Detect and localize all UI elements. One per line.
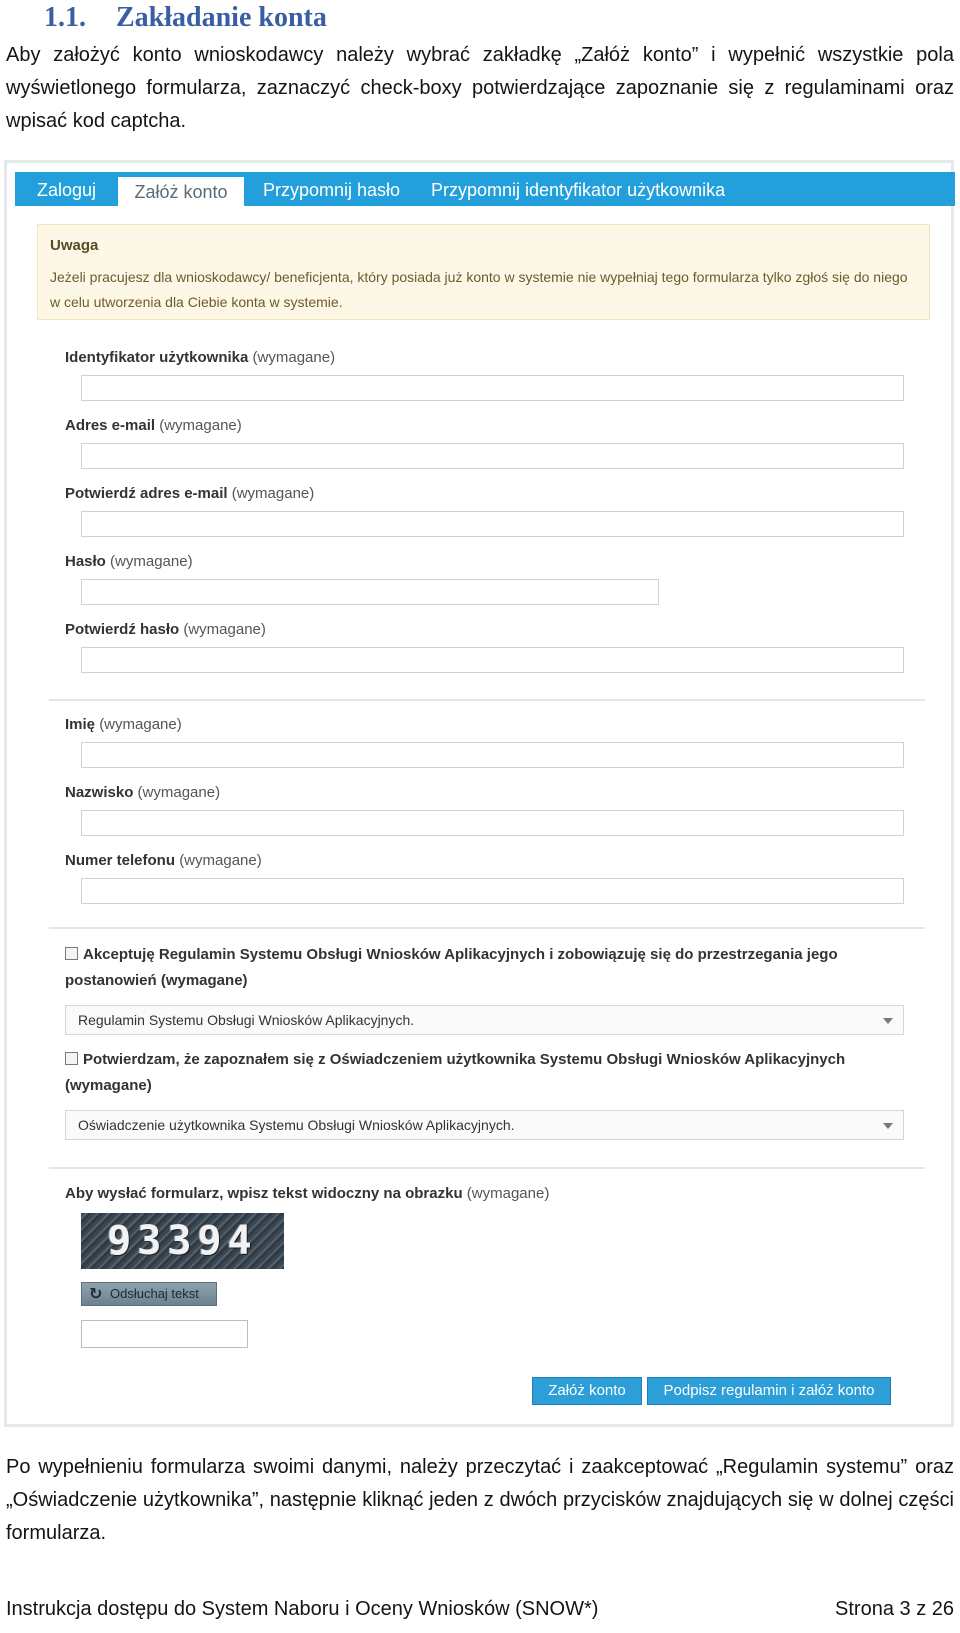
footer-page-number: Strona 3 z 26 [835, 1598, 954, 1620]
section-heading [6, 0, 327, 36]
statement-consent-label: Potwierdzam, że zapoznałem się z Oświadczeniem użytkownika Systemu Obsługi Wniosków Aplikacyjnych (wymagane) [65, 1051, 846, 1094]
password-input[interactable] [81, 579, 659, 605]
password-confirm-input[interactable] [81, 647, 904, 673]
tab-register[interactable]: Załóż konto [118, 177, 244, 206]
statement-consent [65, 1047, 915, 1099]
required-note: (wymagane) [252, 349, 336, 366]
required-note: (wymagane) [137, 784, 221, 801]
warning-alert [37, 224, 930, 320]
email-input[interactable] [81, 443, 904, 469]
footer-document-title: Instrukcja dostępu do System Naboru i Oceny Wniosków (SNOW*) [6, 1598, 599, 1620]
sign-and-create-account-button[interactable]: Podpisz regulamin i załóż konto [647, 1377, 891, 1405]
email-confirm-input[interactable] [81, 511, 904, 537]
last-name-label [65, 784, 220, 801]
alert-body: Jeżeli pracujesz dla wnioskodawcy/ beneficjenta, który posiada już konto w systemie nie wypełniaj tego formularza tylko zgłoś się do niego w celu utworzenia dla Ciebie konta w systemie. [50, 269, 908, 310]
statement-select-value: Oświadczenie użytkownika Systemu Obsługi Wniosków Aplikacyjnych. [78, 1117, 515, 1133]
registration-form-screenshot [4, 160, 954, 1427]
tab-remind-id[interactable]: Przypomnij identyfikator użytkownika [431, 180, 726, 200]
required-note: (wymagane) [179, 852, 262, 869]
regulations-consent-label: Akceptuję Regulamin Systemu Obsługi Wniosków Aplikacyjnych i zobowiązuję się do przestrzegania jego postanowień (wymagane) [65, 946, 838, 989]
email-label [65, 417, 242, 434]
user-id-label [65, 349, 335, 366]
email-confirm-label [65, 485, 314, 502]
phone-label [65, 852, 262, 869]
password-label-text: Hasło [65, 553, 106, 570]
tab-login[interactable]: Zaloguj [37, 180, 97, 200]
captcha-input[interactable] [81, 1320, 248, 1348]
chevron-down-icon [883, 1018, 893, 1024]
required-note: (wymagane) [110, 553, 193, 570]
regulations-consent [65, 942, 915, 994]
last-name-input[interactable] [81, 810, 904, 836]
captcha-image: 93394 [81, 1213, 284, 1269]
tab-bar [15, 172, 955, 206]
alert-title: Uwaga [50, 237, 99, 254]
required-note: (wymagane) [466, 1185, 550, 1202]
user-id-label-text: Identyfikator użytkownika [65, 349, 249, 366]
divider [49, 1167, 925, 1169]
regulations-checkbox[interactable] [65, 947, 78, 960]
captcha-label-text: Aby wysłać formularz, wpisz tekst widoczny na obrazku [65, 1185, 463, 1202]
intro-paragraph: Aby założyć konto wnioskodawcy należy wybrać zakładkę „Załóż konto” i wypełnić wszystkie pola wyświetlonego formularza, zaznaczyć check-boxy potwierdzające zapoznanie się z regulaminami oraz wpisać kod captcha. [6, 44, 954, 132]
email-label-text: Adres e-mail [65, 417, 156, 434]
required-note: (wymagane) [183, 621, 266, 638]
divider [49, 927, 925, 929]
tab-remind-password[interactable]: Przypomnij hasło [263, 180, 401, 200]
captcha-label [65, 1185, 549, 1202]
refresh-icon: ↻ [89, 1286, 103, 1303]
password-confirm-label-text: Potwierdź hasło [65, 621, 180, 638]
phone-label-text: Numer telefonu [65, 852, 176, 869]
password-confirm-label [65, 621, 266, 638]
section-number: 1.1. [44, 2, 86, 33]
statement-checkbox[interactable] [65, 1052, 78, 1065]
first-name-label-text: Imię [65, 716, 96, 733]
required-note: (wymagane) [231, 485, 315, 502]
first-name-label [65, 716, 182, 733]
regulations-select-value: Regulamin Systemu Obsługi Wniosków Aplikacyjnych. [78, 1012, 415, 1028]
page-footer [6, 1594, 954, 1624]
statement-select[interactable] [65, 1110, 904, 1140]
password-label [65, 553, 193, 570]
user-id-input[interactable] [81, 375, 904, 401]
divider [49, 699, 925, 701]
listen-captcha-button[interactable] [81, 1282, 217, 1306]
chevron-down-icon [883, 1123, 893, 1129]
outro-paragraph: Po wypełnieniu formularza swoimi danymi, należy przeczytać i zaakceptować „Regulamin systemu” oraz „Oświadczenie użytkownika”, następnie kliknąć jeden z dwóch przycisków znajdujących się w dolnej części formularza. [6, 1456, 954, 1544]
last-name-label-text: Nazwisko [65, 784, 134, 801]
regulations-select[interactable] [65, 1005, 904, 1035]
phone-input[interactable] [81, 878, 904, 904]
listen-captcha-label: Odsłuchaj tekst [110, 1286, 199, 1301]
required-note: (wymagane) [159, 417, 242, 434]
create-account-button[interactable]: Załóż konto [532, 1377, 642, 1405]
required-note: (wymagane) [99, 716, 182, 733]
section-title: Zakładanie konta [116, 2, 327, 33]
first-name-input[interactable] [81, 742, 904, 768]
email-confirm-label-text: Potwierdź adres e-mail [65, 485, 228, 502]
